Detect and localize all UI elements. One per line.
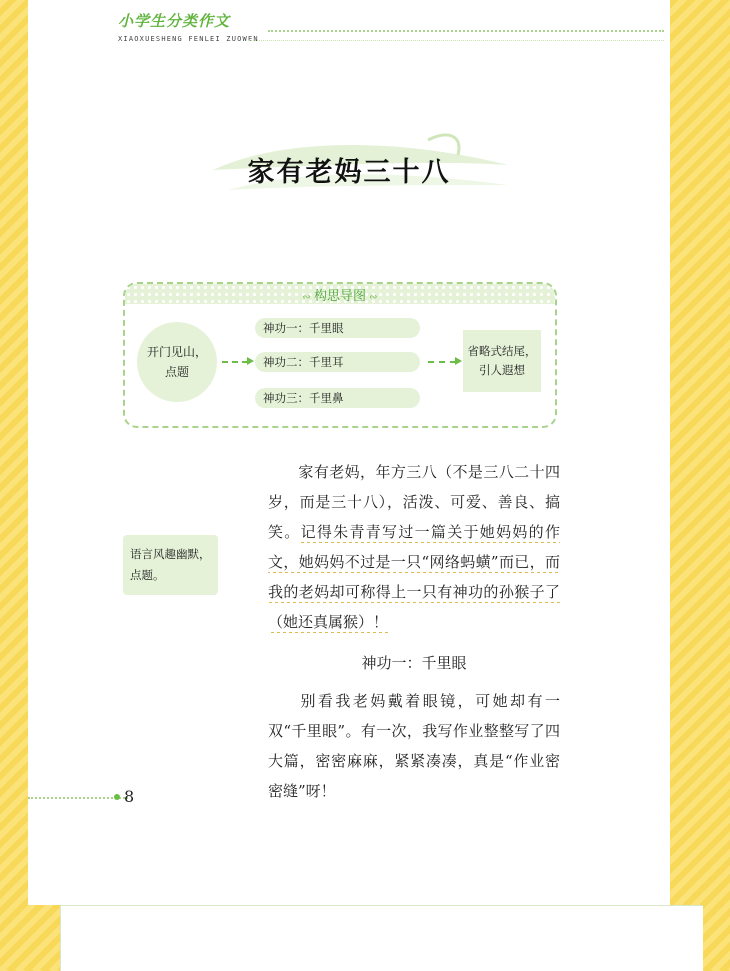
series-logo-pinyin: XIAOXUESHENG FENLEI ZUOWEN: [118, 35, 259, 43]
branch-node-2: 神功二：千里耳: [255, 352, 420, 372]
branch-node-3: 神功三：千里鼻: [255, 388, 420, 408]
series-logo-title: 小学生分类作文: [118, 12, 231, 30]
end-node-line-1: 省略式结尾，: [467, 344, 537, 358]
page: [28, 0, 670, 905]
mind-map-heading-text: 构思导图: [313, 289, 366, 304]
arrow-right-icon: [428, 361, 456, 365]
mind-map-box: [123, 282, 557, 428]
start-node: [137, 322, 217, 402]
series-logo: [118, 10, 259, 43]
margin-annotation: [123, 535, 218, 595]
section-subheading: 神功一：千里眼: [361, 654, 467, 672]
annotation-line-2: 点题。: [130, 568, 165, 582]
paragraph-1-lead: 家有老妈，年方三八（不是三八二十四岁，而是三十八），活泼、可爱、善良、搞笑。: [268, 463, 560, 541]
end-node: [463, 330, 541, 392]
end-node-line-2: 引人遐想: [479, 363, 525, 377]
mind-map-heading: [125, 285, 555, 304]
page-number: 8: [124, 787, 135, 806]
paragraph-1-underlined: 记得朱青青写过一篇关于她妈妈的作文，她妈妈不过是一只“网络蚂蟥”而已，而我的老妈却可称得上一只有神功的孙猴子了（她还真属猴）！: [268, 523, 560, 631]
essay-title: 家有老妈三十八: [247, 157, 451, 188]
footer-divider: [28, 797, 128, 799]
start-node-line-2: 点题: [164, 365, 189, 379]
annotation-line-1: 语言风趣幽默，: [130, 547, 211, 561]
branch-node-1: 神功一：千里眼: [255, 318, 420, 338]
header-divider: [268, 30, 664, 32]
paragraph-1: [268, 457, 560, 637]
start-node-line-1: 开门见山，: [146, 345, 207, 359]
paragraph-2: [268, 686, 560, 806]
footer-dot-icon: [114, 794, 120, 800]
header-divider-secondary: [248, 40, 664, 41]
paragraph-2-text: 别看我老妈戴着眼镜，可她却有一双“千里眼”。有一次，我写作业整整写了四大篇，密密麻麻，紧紧凑凑，真是“作业密密缝”呀！: [268, 692, 560, 800]
swirl-ornament-icon: ∾: [366, 292, 378, 303]
arrow-right-icon: [222, 361, 248, 365]
next-page-edge: [60, 905, 703, 971]
swirl-ornament-icon: ∾: [302, 292, 314, 303]
